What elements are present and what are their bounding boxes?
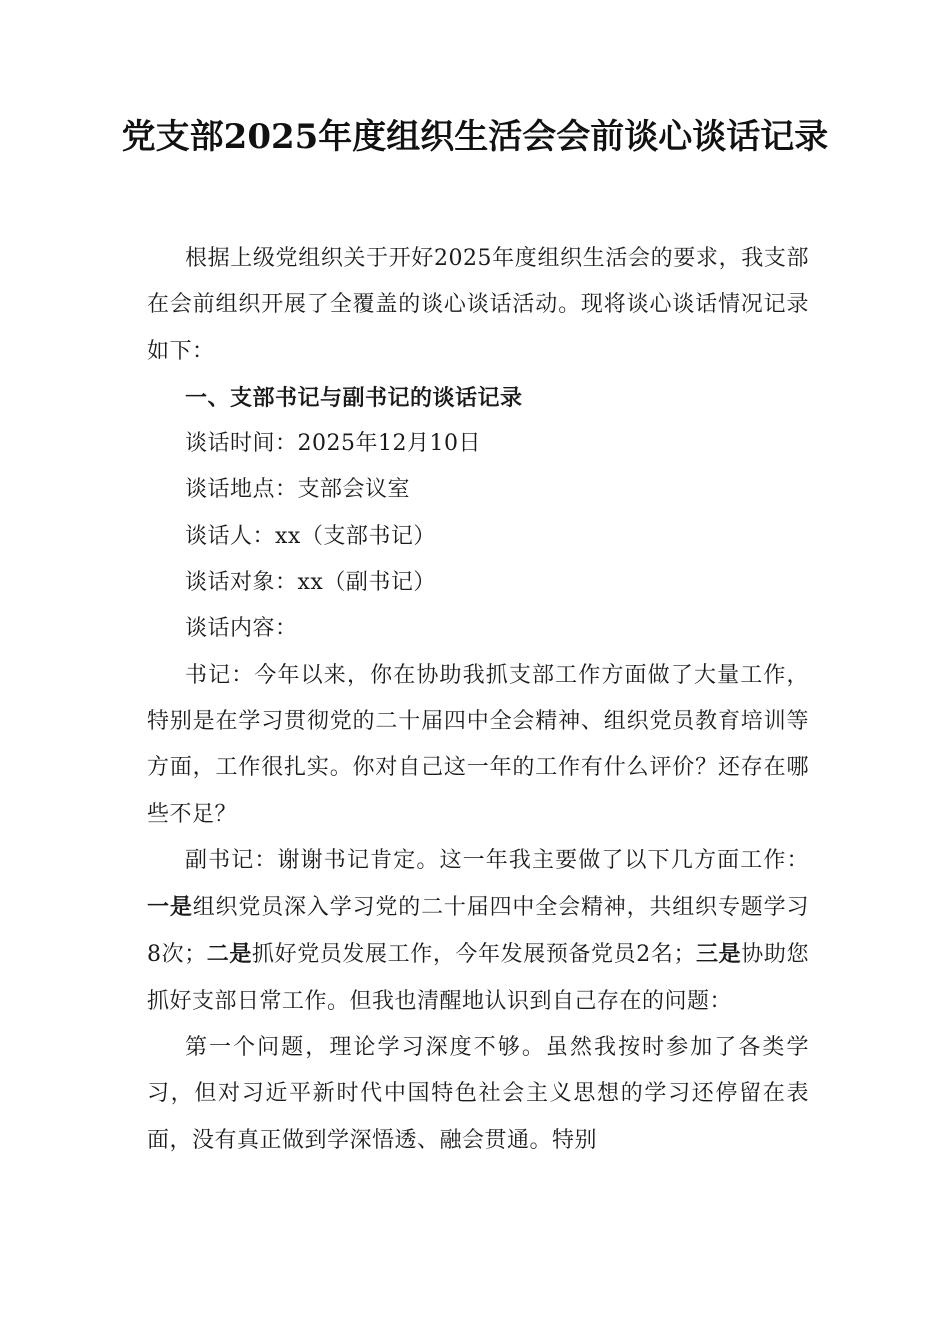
deputy-answer xyxy=(147,838,809,1025)
talk-time: 谈话时间：2025年12月10日 xyxy=(185,431,481,457)
intro-paragraph: 根据上级党组织关于开好2025年度组织生活会的要求，我支部在会前组织开展了全覆盖的谈心谈话活动。现将谈心谈话情况记录如下： xyxy=(147,246,809,364)
second-label: 二是 xyxy=(206,941,253,968)
second-text: 抓好党员发展工作，今年发展预备党员2名； xyxy=(252,942,696,968)
section-heading: 一、支部书记与副书记的谈话记录 xyxy=(185,384,523,411)
secretary-question: 书记：今年以来，你在协助我抓支部工作方面做了大量工作，特别是在学习贯彻党的二十届四中全会精神、组织党员教育培训等方面，工作很扎实。你对自己这一年的工作有什么评价？还存在哪些不足？ xyxy=(147,662,809,827)
third-text: 协助您抓好支部日常工作。但我也清醒地认识到自己存在的问题： xyxy=(147,942,809,1014)
talk-place: 谈话地点：支部会议室 xyxy=(185,477,411,503)
deputy-answer-intro: 副书记：谢谢书记肯定。这一年我主要做了以下几方面工作： xyxy=(185,847,809,873)
first-label: 一是 xyxy=(147,894,193,921)
document-title: 党支部2025年度组织生活会会前谈心谈话记录 xyxy=(121,117,829,157)
document-body xyxy=(147,236,809,1164)
first-text: 组织党员深入学习党的二十届四中全会精神，共组织专题学习8次； xyxy=(147,895,809,968)
talk-speaker: 谈话人：xx（支部书记） xyxy=(185,523,436,549)
talk-content-label: 谈话内容： xyxy=(185,616,298,642)
third-label: 三是 xyxy=(695,941,742,968)
talk-target: 谈话对象：xx（副书记） xyxy=(185,570,436,596)
problem-one-paragraph: 第一个问题，理论学习深度不够。虽然我按时参加了各类学习，但对习近平新时代中国特色社会主义思想的学习还停留在表面，没有真正做到学深悟透、融会贯通。特别 xyxy=(147,1035,809,1153)
